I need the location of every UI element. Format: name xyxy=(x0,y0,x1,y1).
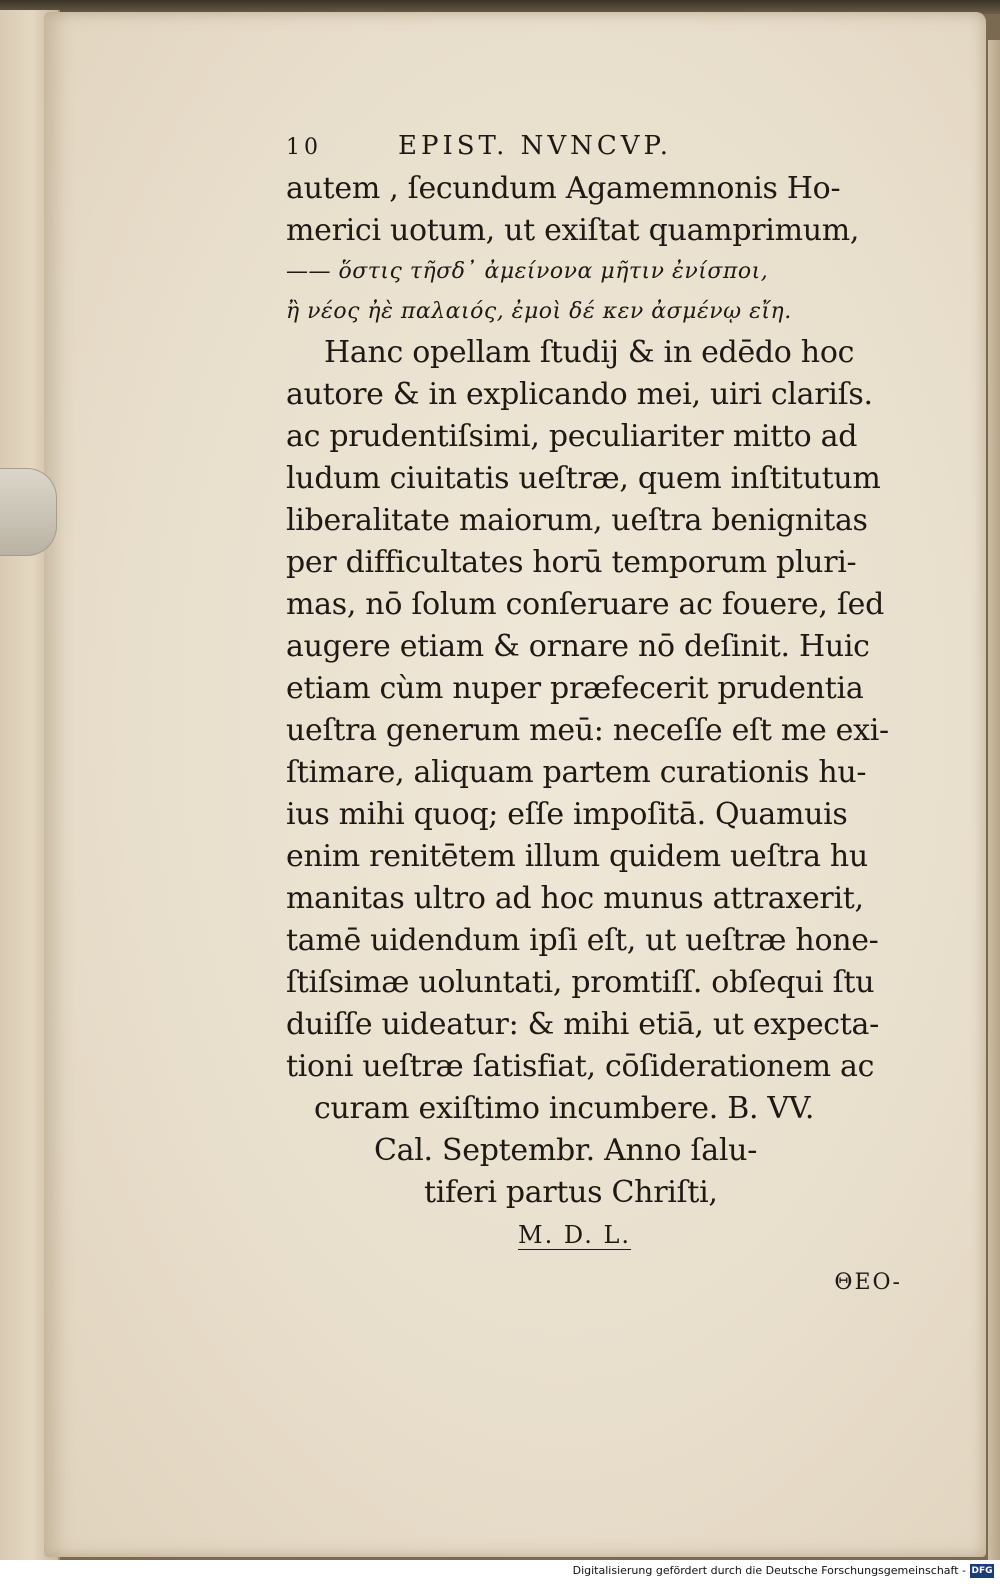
running-title: EPIST. NVNCVP. xyxy=(398,131,673,161)
closing-line: Cal. Septembr. Anno ſalu- xyxy=(374,1133,758,1168)
page-fore-edge xyxy=(988,40,1000,1560)
text-line: autore & in explicando mei, uiri clariſs. xyxy=(286,377,873,412)
greek-quote-line: —— ὅστις τῆσδ᾽ ἀμείνονα μῆτιν ἐνίσποι, xyxy=(286,259,769,284)
greek-quote-line: ἢ νέος ἠὲ παλαιός, ἐμοὶ δέ κεν ἀσμένῳ εἴη. xyxy=(286,299,792,324)
text-line: ſtiſsimæ uoluntati, promtiſſ. obſequi ſtu xyxy=(286,965,875,1000)
text-line: Hanc opellam ſtudij & in edēdo hoc xyxy=(324,335,855,370)
funding-credit: Digitalisierung gefördert durch die Deutsche Forschungsgemeinschaft - xyxy=(572,1564,966,1577)
digitization-footer xyxy=(0,1560,1000,1584)
page-number: 10 xyxy=(286,135,322,160)
text-line: tioni ueſtræ ſatisfiat, cōſiderationem ac xyxy=(286,1049,875,1084)
closing-line: tiferi partus Chriſti, xyxy=(424,1175,718,1210)
text-line: per difficultates horū temporum pluri- xyxy=(286,545,857,580)
text-line: duiſſe uideatur: & mihi etiā, ut expecta- xyxy=(286,1007,879,1042)
page-text xyxy=(286,124,906,1304)
text-line: tamē uidendum ipſi eſt, ut ueſtræ hone- xyxy=(286,923,879,958)
text-line: mas, nō ſolum conſeruare ac fouere, ſed xyxy=(286,587,884,622)
text-line: augere etiam & ornare nō deſinit. Huic xyxy=(286,629,870,664)
text-line: ac prudentiſsimi, peculiariter mitto ad xyxy=(286,419,858,454)
text-line: ludum ciuitatis ueſtræ, quem inſtitutum xyxy=(286,461,881,496)
bookmark-tab xyxy=(0,468,57,556)
text-line: ius mihi quoq; eſſe impoſitā. Quamuis xyxy=(286,797,848,832)
year-roman-numerals: M. D. L. xyxy=(518,1221,632,1249)
closing-line: curam exiſtimo incumbere. B. VV. xyxy=(314,1091,815,1126)
text-line: enim renitētem illum quidem ueſtra hu xyxy=(286,839,868,874)
text-line: ſtimare, aliquam partem curationis hu- xyxy=(286,755,867,790)
running-header xyxy=(286,124,906,168)
catchword: ΘΕΟ- xyxy=(834,1270,902,1295)
text-line: etiam cùm nuper præfecerit prudentia xyxy=(286,671,864,706)
text-line: autem , ſecundum Agamemnonis Ho- xyxy=(286,171,841,206)
text-line: liberalitate maiorum, ueſtra benignitas xyxy=(286,503,868,538)
text-line: manitas ultro ad hoc munus attraxerit, xyxy=(286,881,864,916)
text-line: ueſtra generum meū: neceſſe eſt me exi- xyxy=(286,713,889,748)
dfg-logo-icon: DFG xyxy=(971,1566,993,1576)
text-line: merici uotum, ut exiſtat quamprimum, xyxy=(286,213,860,248)
